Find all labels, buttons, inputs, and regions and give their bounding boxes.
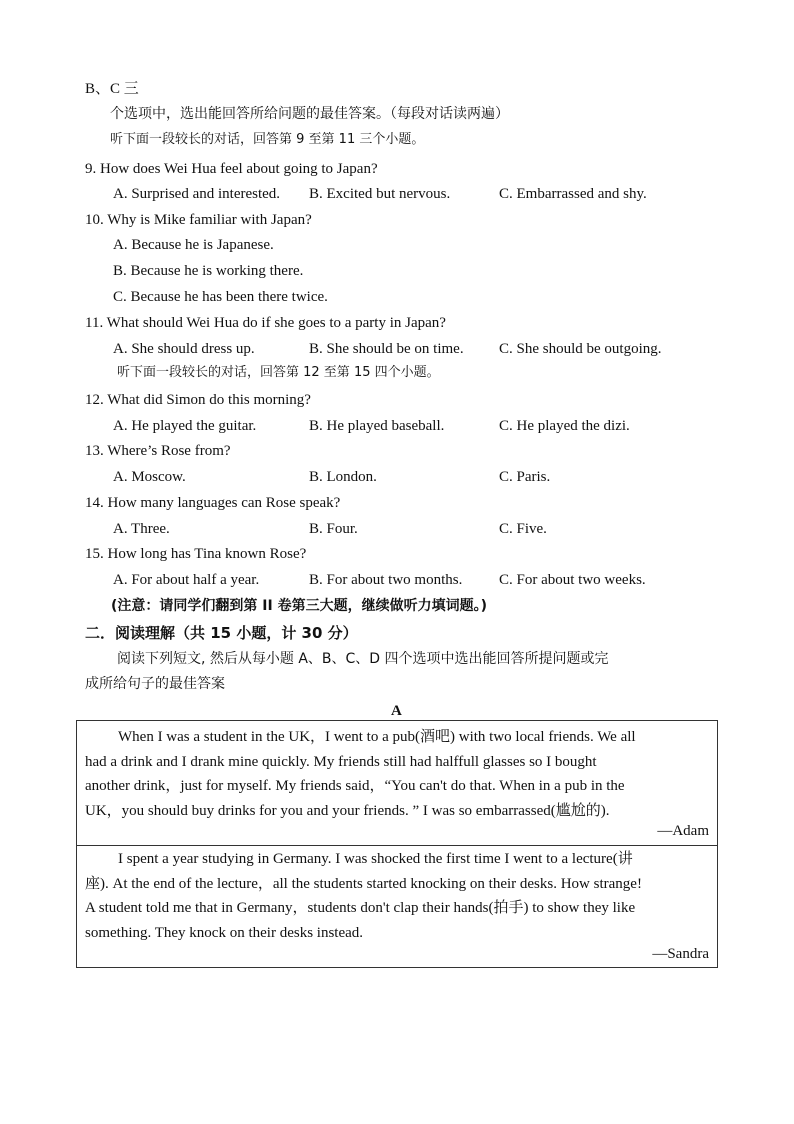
dialog-2-intro: 听下面一段较长的对话，回答第 12 至第 15 四个小题。 xyxy=(117,365,440,380)
sandra-line-3: A student told me that in Germany，students don't clap their hands(拍手) to show they like xyxy=(85,900,636,916)
q15-option-c: C. For about two weeks. xyxy=(499,572,646,588)
adam-line-3: another drink，just for myself. My friends said，“You can't do that. When in a pub in the xyxy=(85,778,625,794)
question-9: 9. How does Wei Hua feel about going to Japan? xyxy=(85,161,378,177)
adam-line-4: UK，you should buy drinks for you and your friends. ” I was so embarrassed(尴尬的). xyxy=(85,802,610,819)
q10-option-b: B. Because he is working there. xyxy=(113,263,304,279)
q12-option-b: B. He played baseball. xyxy=(309,418,445,434)
q12-option-a: A. He played the guitar. xyxy=(113,418,257,434)
intro-line-2: 个选项中，选出能回答所给问题的最佳答案。（每段对话读两遍） xyxy=(110,106,509,122)
question-13: 13. Where’s Rose from? xyxy=(85,443,231,459)
reading-heading: 二．阅读理解（共 15 小题，计 30 分） xyxy=(85,624,358,642)
passage-label: A xyxy=(391,703,402,719)
q13-option-b: B. London. xyxy=(309,469,377,485)
adam-line-1: When I was a student in the UK，I went to a pub(酒吧) with two local friends. We all xyxy=(118,729,636,745)
listening-note: (注意：请同学们翻到第 II 卷第三大题，继续做听力填词题。) xyxy=(111,598,487,614)
q10-option-a: A. Because he is Japanese. xyxy=(113,237,274,253)
q11-option-b: B. She should be on time. xyxy=(309,341,464,357)
question-14: 14. How many languages can Rose speak? xyxy=(85,495,341,511)
reading-instruction-line-2: 成所给句子的最佳答案 xyxy=(85,676,225,692)
q11-option-a: A. She should dress up. xyxy=(113,341,255,357)
q13-option-a: A. Moscow. xyxy=(113,469,186,485)
sandra-signature: —Sandra xyxy=(652,946,709,962)
q13-option-c: C. Paris. xyxy=(499,469,551,485)
adam-passage-box xyxy=(76,720,718,846)
sandra-passage-box xyxy=(76,845,718,968)
sandra-line-4: something. They knock on their desks instead. xyxy=(85,924,364,941)
adam-signature: —Adam xyxy=(657,823,709,839)
q14-option-a: A. Three. xyxy=(113,521,170,537)
q15-option-a: A. For about half a year. xyxy=(113,572,260,588)
sandra-line-1: I spent a year studying in Germany. I was shocked the first time I went to a lecture(讲 xyxy=(118,851,633,867)
adam-line-2: had a drink and I drank mine quickly. My friends still had halffull glasses so I bought xyxy=(85,753,597,770)
q9-option-c: C. Embarrassed and shy. xyxy=(499,186,647,202)
q10-option-c: C. Because he has been there twice. xyxy=(113,289,328,305)
q15-option-b: B. For about two months. xyxy=(309,572,463,588)
q11-option-c: C. She should be outgoing. xyxy=(499,341,662,357)
reading-instruction-line-1: 阅读下列短文, 然后从每小题 A、B、C、D 四个选项中选出能回答所提问题或完 xyxy=(117,651,609,667)
dialog-1-intro: 听下面一段较长的对话，回答第 9 至第 11 三个小题。 xyxy=(110,132,425,147)
q14-option-b: B. Four. xyxy=(309,521,358,537)
q9-option-b: B. Excited but nervous. xyxy=(309,186,451,202)
q12-option-c: C. He played the dizi. xyxy=(499,418,630,434)
intro-line-1: B、C 三 xyxy=(85,81,139,97)
q9-option-a: A. Surprised and interested. xyxy=(113,186,281,202)
question-10: 10. Why is Mike familiar with Japan? xyxy=(85,212,312,228)
question-15: 15. How long has Tina known Rose? xyxy=(85,546,307,562)
question-12: 12. What did Simon do this morning? xyxy=(85,392,311,408)
sandra-line-2: 座). At the end of the lecture，all the students started knocking on their desks. How strange! xyxy=(85,875,642,892)
question-11: 11. What should Wei Hua do if she goes to a party in Japan? xyxy=(85,315,446,331)
q14-option-c: C. Five. xyxy=(499,521,547,537)
